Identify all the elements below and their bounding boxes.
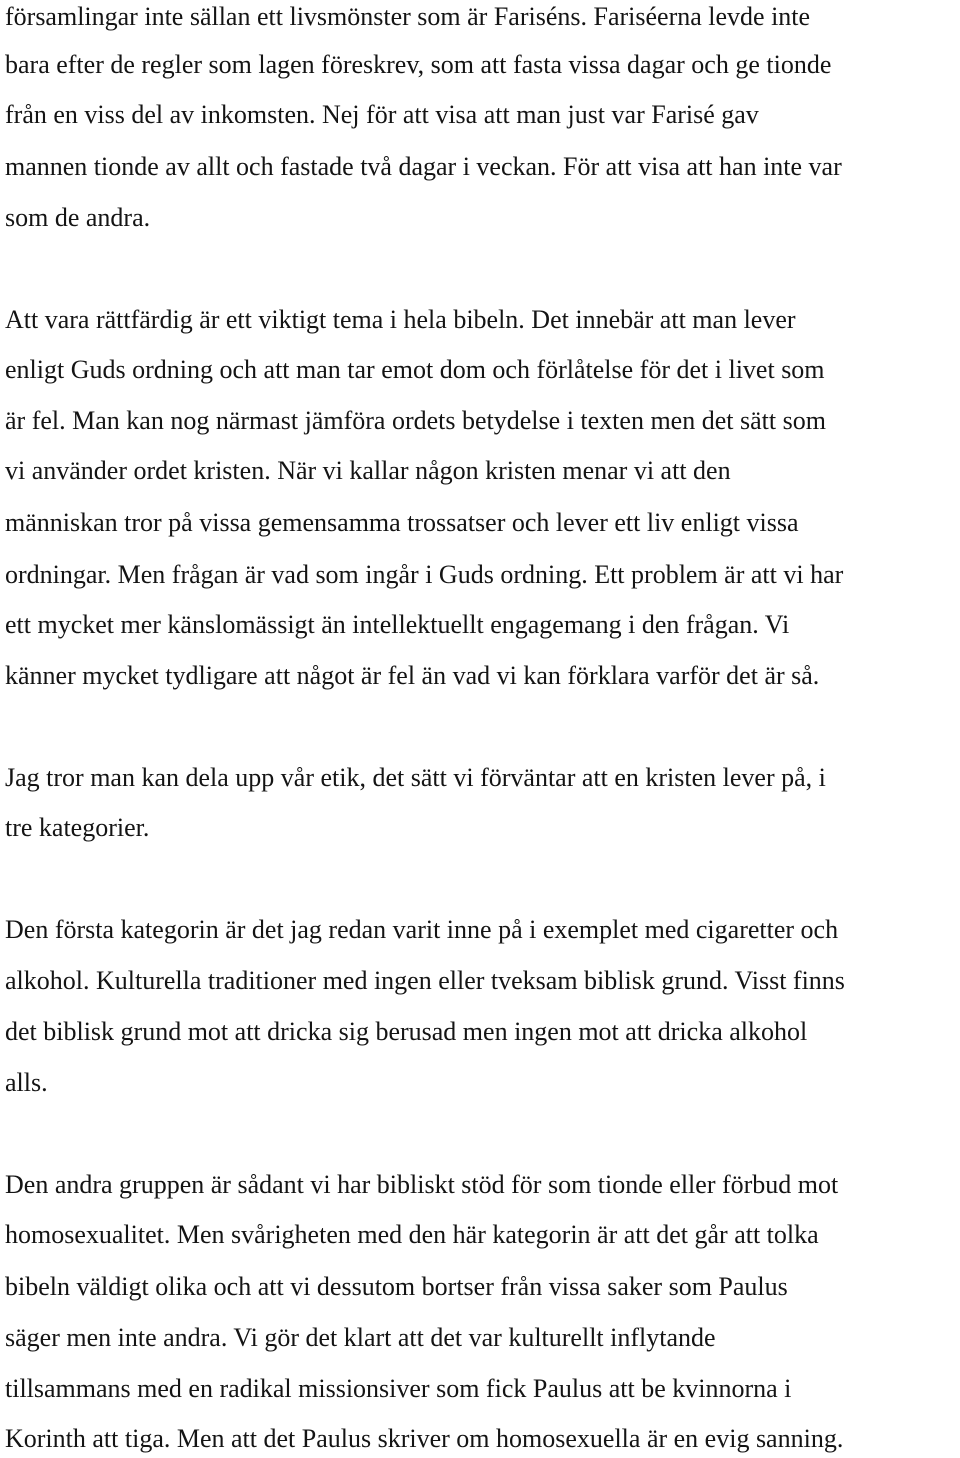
text-line: bibeln väldigt olika och att vi dessutom bortser från vissa saker som Paulus [5, 1272, 788, 1301]
text-line: känner mycket tydligare att något är fel än vad vi kan förklara varför det är så. [5, 661, 820, 690]
text-line: är fel. Man kan nog närmast jämföra ordets betydelse i texten men det sätt som [5, 406, 826, 435]
text-line: ordningar. Men frågan är vad som ingår i Guds ordning. Ett problem är att vi har [5, 560, 844, 589]
text-line: församlingar inte sällan ett livsmönster som är Fariséns. Fariséerna levde inte [5, 2, 811, 31]
text-line: säger men inte andra. Vi gör det klart att det var kulturellt inflytande [5, 1323, 716, 1352]
text-line: Den andra gruppen är sådant vi har bibliskt stöd för som tionde eller förbud mot [5, 1170, 839, 1199]
text-line: vi använder ordet kristen. När vi kallar någon kristen menar vi att den [5, 456, 731, 485]
text-line: som de andra. [5, 203, 151, 232]
text-line: alkohol. Kulturella traditioner med ingen eller tveksam biblisk grund. Visst finns [5, 966, 845, 995]
text-line: från en viss del av inkomsten. Nej för att visa att man just var Farisé gav [5, 100, 759, 129]
text-line: enligt Guds ordning och att man tar emot dom och förlåtelse för det i livet som [5, 355, 825, 384]
text-line: Att vara rättfärdig är ett viktigt tema i hela bibeln. Det innebär att man lever [5, 305, 796, 334]
text-line: alls. [5, 1068, 48, 1097]
text-line: tre kategorier. [5, 813, 150, 842]
text-line: Jag tror man kan dela upp vår etik, det sätt vi förväntar att en kristen lever på, i [5, 763, 826, 792]
text-line: Den första kategorin är det jag redan varit inne på i exemplet med cigaretter och [5, 915, 839, 944]
text-line: bara efter de regler som lagen föreskrev, som att fasta vissa dagar och ge tionde [5, 50, 832, 79]
text-line: ett mycket mer känslomässigt än intellektuellt engagemang i den frågan. Vi [5, 610, 790, 639]
text-line: tillsammans med en radikal missionsiver som fick Paulus att be kvinnorna i [5, 1374, 792, 1403]
text-line: människan tror på vissa gemensamma trossatser och lever ett liv enligt vissa [5, 508, 799, 537]
text-line: homosexualitet. Men svårigheten med den här kategorin är att det går att tolka [5, 1220, 819, 1249]
text-line: mannen tionde av allt och fastade två dagar i veckan. För att visa att han inte var [5, 152, 842, 181]
text-line: det biblisk grund mot att dricka sig berusad men ingen mot att dricka alkohol [5, 1017, 808, 1046]
text-line: Korinth att tiga. Men att det Paulus skriver om homosexuella är en evig sanning. [5, 1424, 844, 1453]
